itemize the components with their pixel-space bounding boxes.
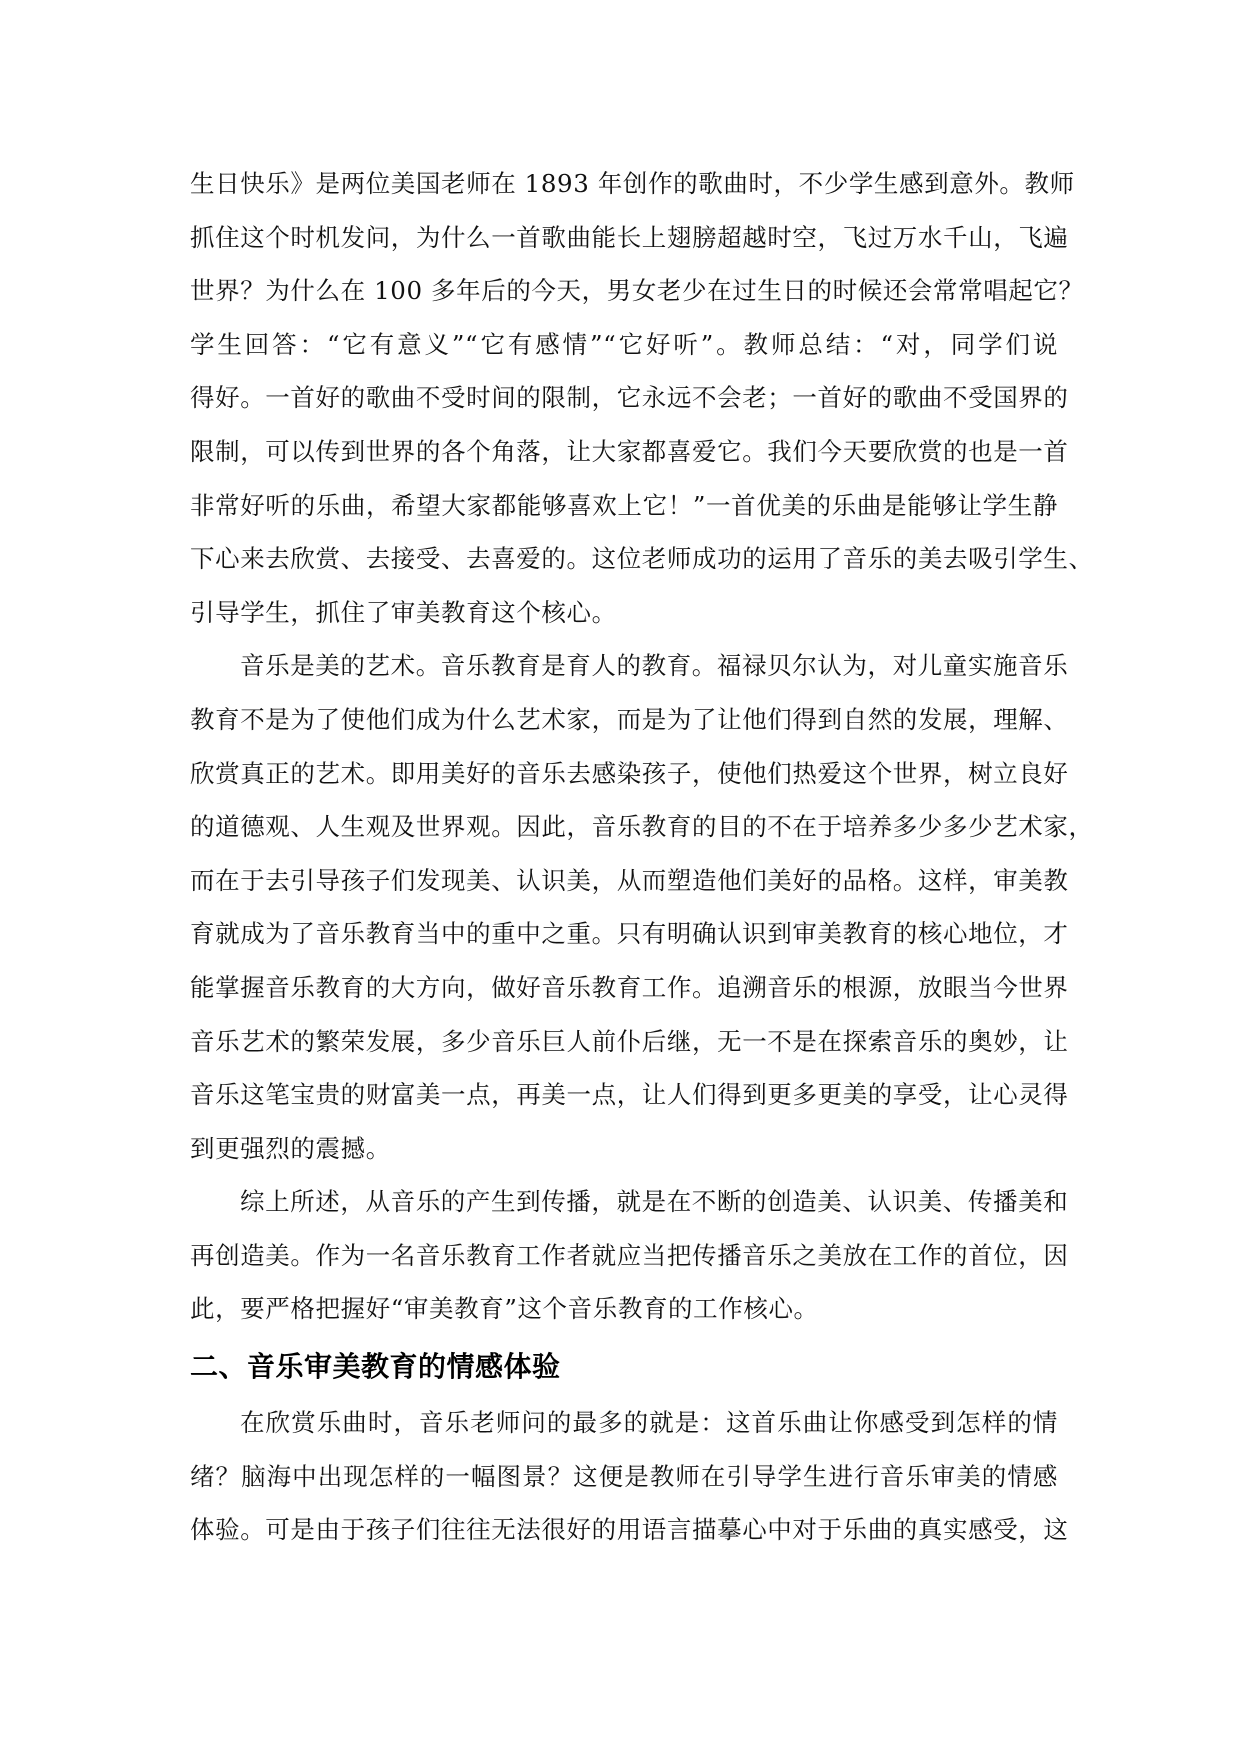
text-line: 抓住这个时机发问，为什么一首歌曲能长上翅膀超越时空，飞过万水千山，飞遍 [190,222,1069,252]
text-line: 而在于去引导孩子们发现美、认识美，从而塑造他们美好的品格。这样，审美教 [190,865,1069,895]
text-line: 音乐这笔宝贵的财富美一点，再美一点，让人们得到更多更美的享受，让心灵得 [190,1080,1069,1110]
text-line: 学生回答：“它有意义”“它有感情”“它好听”。教师总结：“对，同学们说 [190,329,1058,359]
paragraph-music-is-art [190,639,1094,1175]
text-line: 世界？为什么在 100 多年后的今天，男女老少在过生日的时候还会常常唱起它？ [190,276,1084,306]
text-line: 绪？脑海中出现怎样的一幅图景？这便是教师在引导学生进行音乐审美的情感 [190,1461,1058,1491]
text-line: 综上所述，从音乐的产生到传播，就是在不断的创造美、认识美、传播美和 [240,1187,1069,1217]
text-line: 生日快乐》是两位美国老师在 1893 年创作的歌曲时，不少学生感到意外。教师 [190,169,1075,198]
text-line: 欣赏真正的艺术。即用美好的音乐去感染孩子，使他们热爱这个世界，树立良好 [190,758,1069,788]
text-line: 此，要严格把握好“审美教育”这个音乐教育的工作核心。 [190,1294,819,1324]
text-line: 在欣赏乐曲时，音乐老师问的最多的就是：这首乐曲让你感受到怎样的情 [240,1408,1058,1438]
text-line: 能掌握音乐教育的大方向，做好音乐教育工作。追溯音乐的根源，放眼当今世界 [190,972,1069,1002]
text-line: 音乐是美的艺术。音乐教育是育人的教育。福禄贝尔认为，对儿童实施音乐 [240,651,1069,681]
text-line: 到更强烈的震撼。 [190,1133,391,1163]
text-line: 限制，可以传到世界的各个角落，让大家都喜爱它。我们今天要欣赏的也是一首 [190,436,1069,466]
text-line: 下心来去欣赏、去接受、去喜爱的。这位老师成功的运用了音乐的美去吸引学生、 [190,544,1094,574]
text-line: 教育不是为了使他们成为什么艺术家，而是为了让他们得到自然的发展，理解、 [190,704,1069,734]
paragraph-happy-birthday-example [190,157,1094,639]
text-line: 育就成为了音乐教育当中的重中之重。只有明确认识到审美教育的核心地位，才 [190,919,1069,949]
document-body [190,157,1094,1557]
text-line: 非常好听的乐曲，希望大家都能够喜欢上它！”一首优美的乐曲是能够让学生静 [190,490,1058,520]
text-line: 的道德观、人生观及世界观。因此，音乐教育的目的不在于培养多少多少艺术家， [190,812,1094,842]
text-line: 音乐艺术的繁荣发展，多少音乐巨人前仆后继，无一不是在探索音乐的奥妙，让 [190,1026,1069,1056]
text-line: 体验。可是由于孩子们往往无法很好的用语言描摹心中对于乐曲的真实感受，这 [190,1515,1069,1545]
paragraph-emotional-experience [190,1396,1069,1557]
text-line: 引导学生，抓住了审美教育这个核心。 [190,597,617,627]
section-heading: 二、音乐审美教育的情感体验 [190,1350,561,1384]
paragraph-summary [190,1175,1069,1336]
text-line: 得好。一首好的歌曲不受时间的限制，它永远不会老；一首好的歌曲不受国界的 [190,383,1069,413]
text-line: 再创造美。作为一名音乐教育工作者就应当把传播音乐之美放在工作的首位，因 [190,1240,1069,1270]
